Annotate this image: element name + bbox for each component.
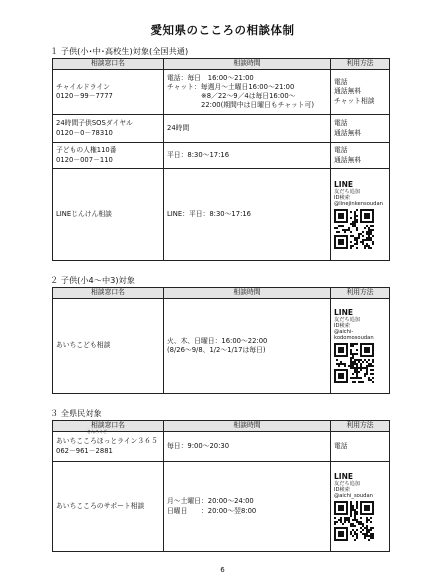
service-name: さんろくご あいちこころほっとライン３６５ 062－961－2881: [53, 432, 164, 462]
table-row: [53, 169, 390, 261]
service-name: 子どもの人権110番 0120－007－110: [53, 143, 164, 169]
col-header-name: 相談窓口名: [53, 59, 164, 70]
col-header-use: 利用方法: [331, 59, 390, 70]
table-row: [53, 70, 390, 115]
service-hours: LINE：平日：8:30～17:16: [164, 169, 331, 261]
service-name: あいちこころのサポート相談: [53, 462, 164, 552]
qr-code-icon[interactable]: [334, 209, 374, 249]
line-logo: LINE: [334, 471, 353, 481]
service-hours: 平日：8:30～17:16: [164, 143, 331, 169]
service-hours: 24時間: [164, 115, 331, 143]
service-name: チャイルドライン 0120－99－7777: [53, 70, 164, 115]
line-logo: LINE: [334, 308, 353, 317]
service-hours: 電話：毎日 16:00～21:00 チャット：毎週月～土曜日16:00～21:00 ※8／22～9／4は毎日16:00～ 22:00(期間中は日曜日もチャット可): [164, 70, 331, 115]
col-header-use: 利用方法: [331, 288, 390, 299]
page-title: 愛知県のこころの相談体制: [150, 23, 295, 37]
usage-method: LINE 友だち追加 ID検索 @aichi- kodomosoudan: [331, 299, 390, 394]
service-hours: 火、木、日曜日：16:00～22:00 (8/26～9/8、1/2～1/17は毎日): [164, 299, 331, 394]
usage-method: LINE 友だち追加 ID検索 @linejinkensoudan: [331, 169, 390, 261]
col-header-use: 利用方法: [331, 421, 390, 432]
usage-method: 電話 通話無料 チャット相談: [331, 70, 390, 115]
table-row: [53, 432, 390, 462]
qr-code-icon[interactable]: [334, 501, 374, 541]
table-row: [53, 462, 390, 552]
col-header-time: 相談時間: [164, 59, 331, 70]
col-header-time: 相談時間: [164, 288, 331, 299]
service-hours: 月～土曜日：20:00～24:00 日曜日 ：20:00～翌8:00: [164, 462, 331, 552]
service-name: あいちこども相談: [53, 299, 164, 394]
service-hours: 毎日：9:00～20:30: [164, 432, 331, 462]
col-header-name: 相談窓口名: [53, 421, 164, 432]
qr-code-icon[interactable]: [334, 343, 374, 383]
col-header-time: 相談時間: [164, 421, 331, 432]
table-row: [53, 299, 390, 394]
usage-method: LINE 友だち追加 ID検索 @aichi_soudan: [331, 462, 390, 552]
table-row: [53, 115, 390, 143]
service-name: 24時間子供SOSダイヤル 0120－0－78310: [53, 115, 164, 143]
consult-table-2: [52, 287, 390, 394]
service-name: LINEじんけん相談: [53, 169, 164, 261]
col-header-name: 相談窓口名: [53, 288, 164, 299]
usage-method: 電話: [331, 432, 390, 462]
table-row: [53, 143, 390, 169]
section-heading-3: ３ 全県民対象: [50, 408, 102, 418]
consult-table-3: [52, 420, 390, 552]
section-heading-2: ２ 子供(小4～中3)対象: [50, 275, 135, 285]
usage-method: 電話 通話無料: [331, 143, 390, 169]
usage-method: 電話 通話無料: [331, 115, 390, 143]
line-logo: LINE: [334, 179, 353, 189]
consult-table-1: [52, 58, 390, 261]
section-heading-1: １ 子供(小･中･高校生)対象(全国共通): [50, 46, 189, 56]
page-number: 6: [220, 566, 225, 574]
furigana: さんろくご: [87, 429, 107, 434]
